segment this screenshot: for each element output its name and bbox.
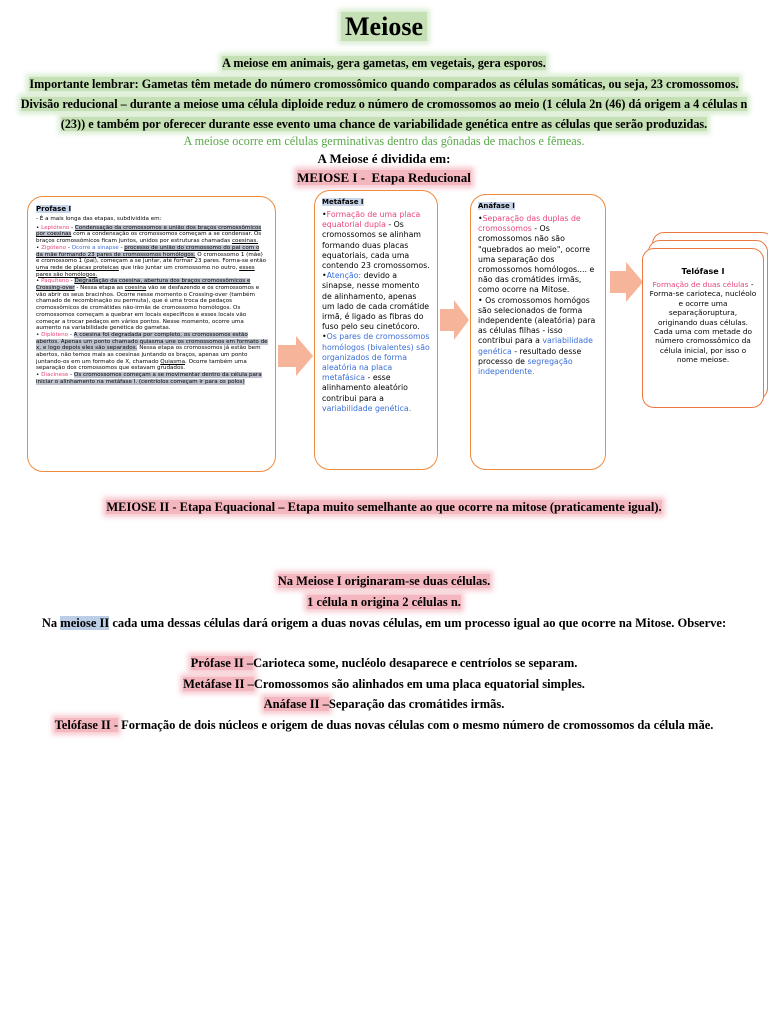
paquiteno-item: • Paquíteno - Degradação da coesina, abertura dos braços cromossômicos e Crossing-over - Nessa etapa as coesina vão se desfazendo e os cromossomos e vão abrir os seus bracinhos. Ocorre nesse momento o Crossing-over (também chamado de recombinação ou permuta), que é uma troca de pedaços cromossômicos de cromátides não-irmãs de cromossomo homólogos. Os cromossomos começam a quebrar em locais específicos e esses locais vão começar a trocar pedaços em vários pontos. Nesse momento, ocorre uma aumento na variabilidade genética do gametas. [36, 278, 260, 332]
meiose-1-header: MEIOSE I - Etapa Reducional [297, 170, 471, 185]
intro-line-6: A Meiose é dividida em: [317, 151, 451, 166]
metafase-item-3: •Os pares de cromossomos homólogos (bivalentes) são organizados de forma aleatória na placa metafásica - esse alinhamento aleatório contribui para a variabilidade genética. [322, 332, 430, 413]
arrow-right-icon [440, 300, 470, 340]
intro-line-5: A meiose ocorre em células germinativas dentro das gônadas de machos e fêmeas. [183, 134, 585, 148]
zigoteno-item: • Zigóteno - Ocorre a sinapse - processo de união do cromossomo do pai com o da mãe formando 23 pares de cromossomos homólogos. O cromossomo 1 (mãe) e cromossomo 1 (pai), começam a se juntar, até formar 23 pares. Forma-se então uma rede de placas proteicas que irão juntar um cromossomo no outro, esses pares são homólogos. [36, 244, 267, 278]
profase-2-line: Prófase II –Carioteca some, nucléolo desaparece e centríolos se separam. [190, 656, 578, 670]
telofase-1-text: Formação de duas células - Forma-se carioteca, nucléolo e ocorre uma separaçãoruptura, originando duas células. Cada uma com metade do número cromossômico da célula inicial, por isso o nome meiose. [649, 280, 757, 365]
arrow-right-icon [278, 336, 314, 376]
anafase-item-2: • Os cromossomos homógos são selecionados de forma independente (aleatória) para as células filhas - isso contribui para a variabilidade genética - resultado desse processo de segregação independente. [478, 295, 596, 377]
intro-line-1: A meiose em animais, gera gametas, em vegetais, gera esporos. [222, 56, 546, 70]
section2-line-1: Na Meiose I originaram-se duas células. [277, 574, 491, 588]
intro-line-3: Divisão reducional – durante a meiose uma célula diploide reduz o número de cromossomos ao meio (1 célula 2n (46) dá origem a 4 células n [20, 97, 748, 111]
profase-1-heading: Profase I [36, 205, 72, 213]
page-title: Meiose [0, 12, 768, 42]
anafase-item-1: •Separação das duplas de cromossomos - Os cromossomos não são "quebrados ao meio", ocorre uma separação dos cromossomos homólogos.... e não das cromátides irmãs, como ocorre na Mitose. [478, 214, 595, 295]
telofase-1-heading: Telófase I [681, 267, 725, 276]
diploteno-item: • Diplóteno - A coesina foi degradada por completo, os cromossomos estão abertos. Apenas um ponto chamado quiasma une os cromossomos em formato de x, e logo depois eles são separados. Nessa etapa os cromossomos já estão bem abertos, não temos mais as coesinas juntando os braços, apenas um ponto juntando-os em um formato de X, chamado Quiasma. Ocorre também uma separação dos cromossomos que estavam grudados. [36, 331, 268, 372]
arrow-right-icon [610, 262, 644, 302]
leptoteno-item: • Leptóteno - Condensação da cromossomos e união dos braços cromossômicos por coesinas com a condensação os cromossomos começam a se condensar. Os braços cromossômicos ficam juntos, unidos por estruturas chamadas coesinas. [36, 224, 262, 245]
meiose-2-header: MEIOSE II - Etapa Equacional – Etapa muito semelhante ao que ocorre na mitose (praticamente igual). [106, 500, 662, 514]
metafase-item-1: •Formação de uma placa equatorial dupla - Os cromossomos se alinham formando duas placas equatoriais, cada uma contendo 23 cromossomos. [322, 210, 430, 271]
intro-line-4: (23)) e também por oferecer durante esse evento uma chance de variabilidade genética entre as células que serão produzidas. [60, 117, 708, 131]
telofase-2-line: Telófase II - Formação de dois núcleos e origem de duas novas células com o mesmo número de cromossomos da célula mãe. [54, 718, 714, 732]
anafase-2-line: Anáfase II –Separação das cromátides irmãs. [263, 697, 505, 711]
diacinese-item: • Diacinese - Os cromossomos começam a se movimentar dentro da célula para iniciar o alinhamento na metáfase I. (centríolos começam ir para os polos) [36, 372, 262, 385]
metafase-2-line: Metáfase II –Cromossomos são alinhados em uma placa equatorial simples. [183, 677, 585, 691]
profase-1-card [27, 196, 276, 472]
anafase-1-heading: Anáfase I [478, 202, 515, 210]
section2-line-3: Na meiose II cada uma dessas células dará origem a duas novas células, em um processo igual ao que ocorre na Mitose. Observe: [41, 616, 727, 630]
metafase-item-2: •Atenção: devido a sinapse, nesse momento de alinhamento, apenas um lado de cada cromátide irmã, é ligado as fibras do fuso pelo seu cinetócoro. [322, 271, 430, 332]
section2-line-2: 1 célula n origina 2 células n. [307, 595, 461, 609]
anafase-1-card [470, 194, 606, 470]
profase-1-intro: - É a mais longa das etapas, subdividida em: [36, 216, 162, 222]
telofase-1-card [642, 248, 764, 408]
metafase-1-heading: Metáfase I [322, 198, 364, 206]
intro-line-2: Importante lembrar: Gametas têm metade do número cromossômico quando comparados as células somáticas, ou seja, 23 cromossomos. [29, 77, 739, 91]
metafase-1-card [314, 190, 438, 470]
